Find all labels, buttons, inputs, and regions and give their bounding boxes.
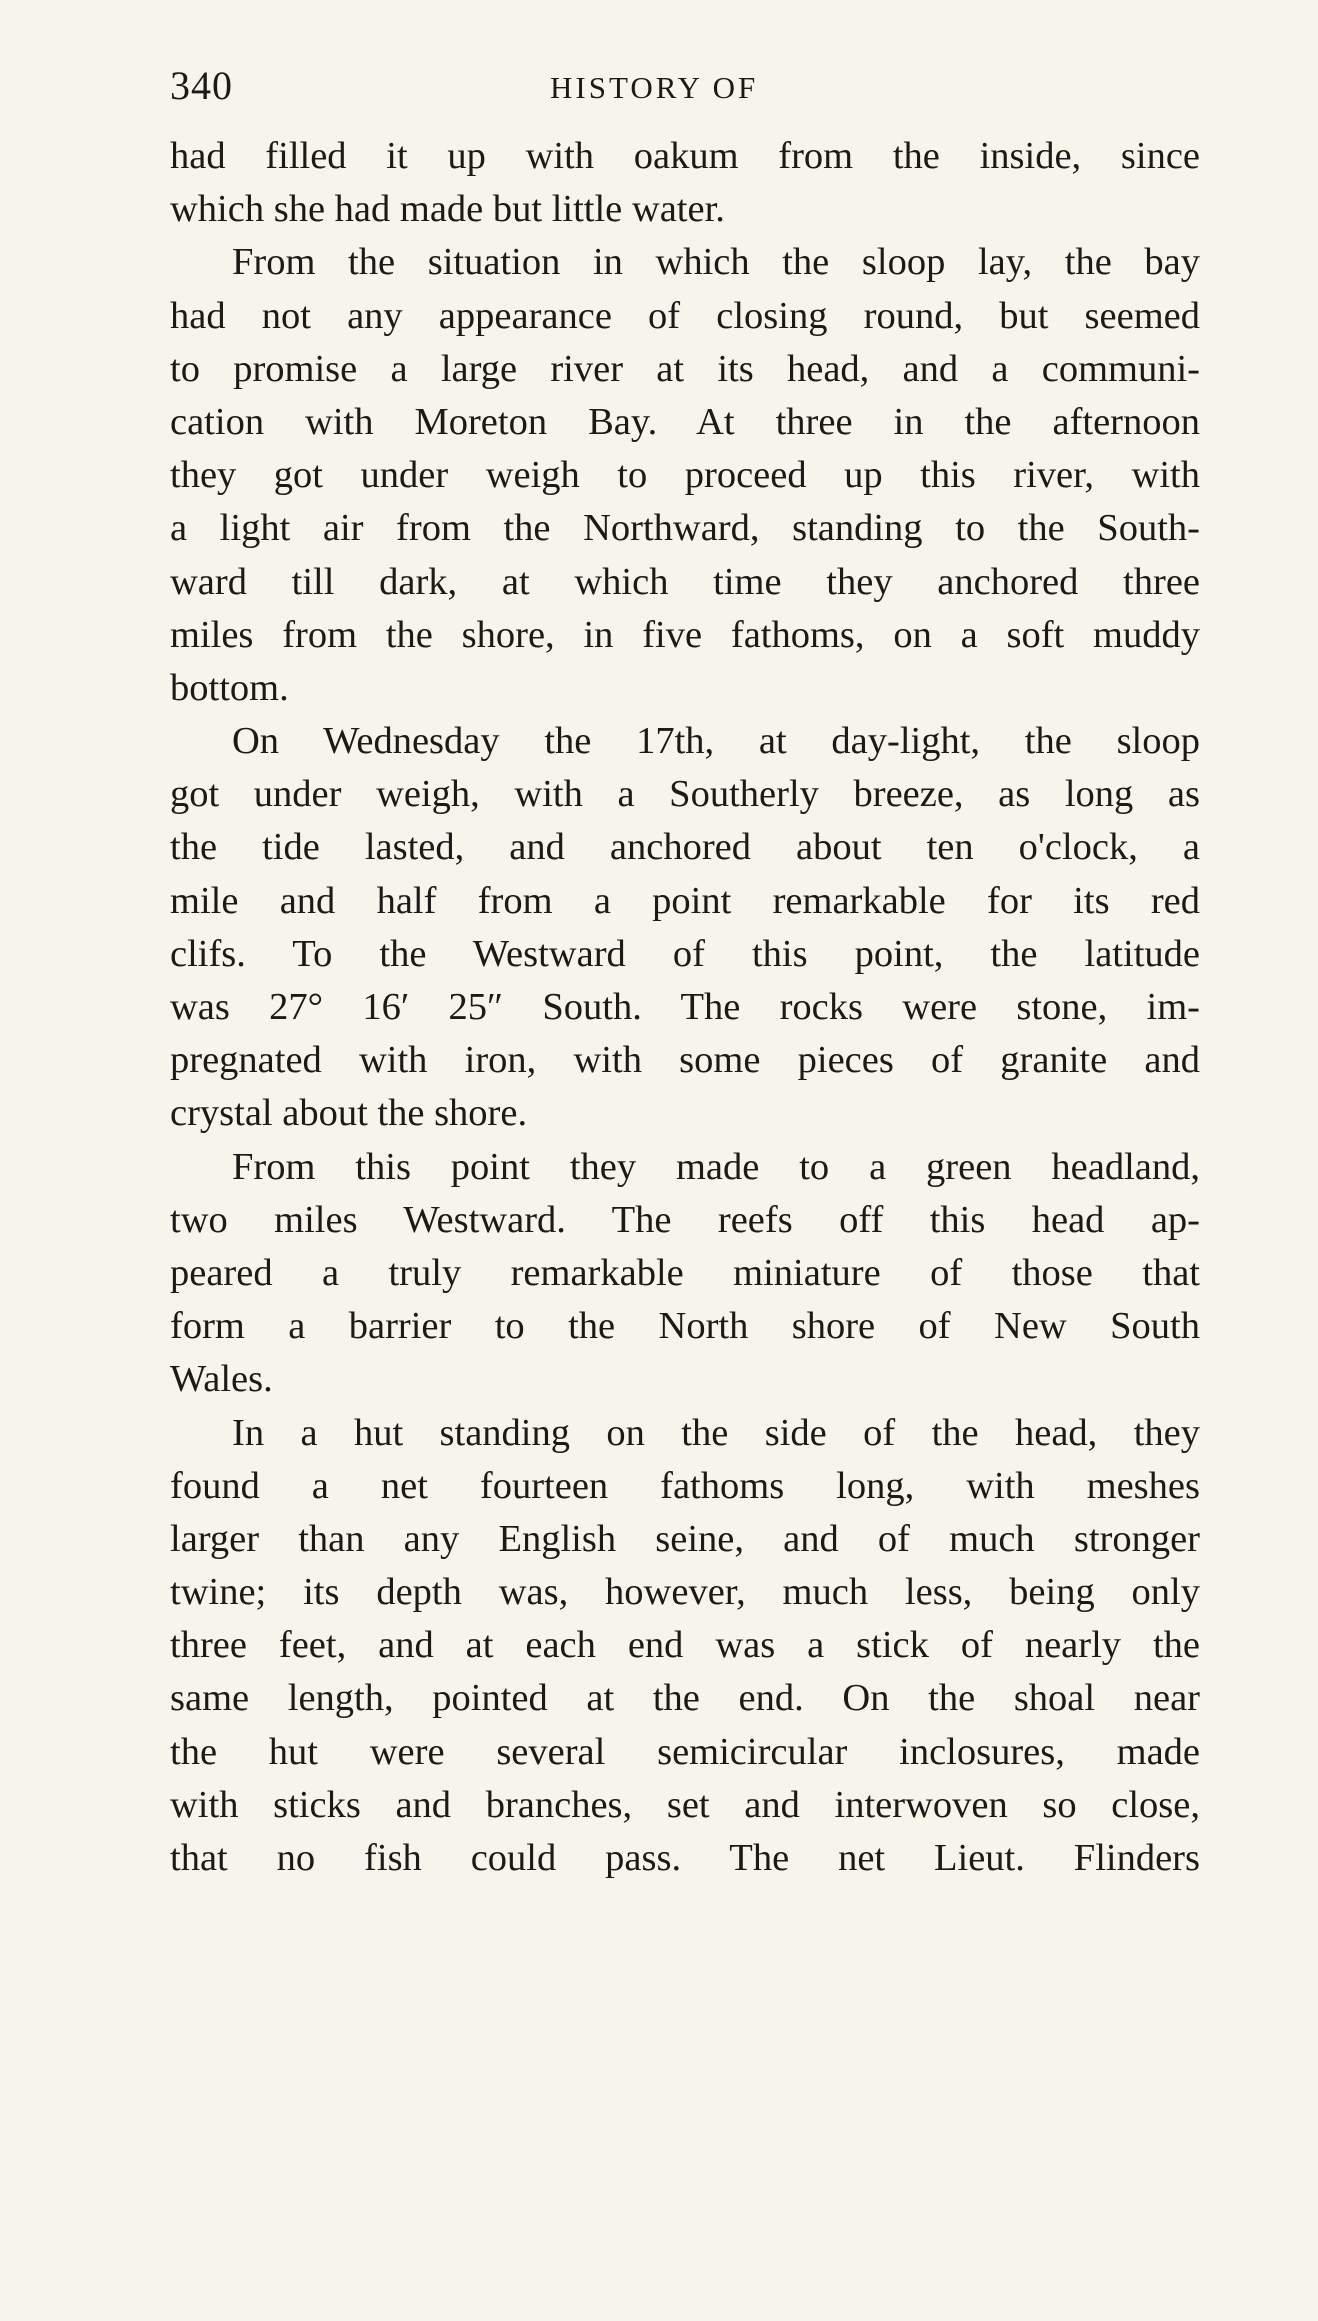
text-line: to promise a large river at its head, and a communi- bbox=[170, 347, 1200, 390]
text-line: got under weigh, with a Southerly breeze, as long as bbox=[170, 773, 1200, 816]
paragraph bbox=[170, 130, 1200, 236]
text-line: had not any appearance of closing round, but seemed bbox=[170, 294, 1200, 337]
running-head bbox=[170, 62, 1190, 122]
text-line: the tide lasted, and anchored about ten o'clock, a bbox=[170, 826, 1200, 869]
text-line: twine; its depth was, however, much less, being only bbox=[170, 1571, 1200, 1614]
text-line: clifs. To the Westward of this point, the latitude bbox=[170, 932, 1200, 975]
paragraph bbox=[170, 236, 1200, 715]
text-line: two miles Westward. The reefs off this head ap- bbox=[170, 1198, 1200, 1241]
text-line: three feet, and at each end was a stick of nearly the bbox=[170, 1624, 1200, 1667]
text-line: mile and half from a point remarkable for its red bbox=[170, 879, 1200, 922]
paragraph bbox=[170, 715, 1200, 1141]
text-line: they got under weigh to proceed up this river, with bbox=[170, 454, 1200, 497]
text-line: From the situation in which the sloop lay, the bay bbox=[232, 241, 1200, 284]
text-line: that no fish could pass. The net Lieut. Flinders bbox=[170, 1837, 1200, 1879]
text-line: On Wednesday the 17th, at day-light, the sloop bbox=[232, 720, 1200, 763]
text-line: From this point they made to a green headland, bbox=[232, 1145, 1200, 1188]
text-line: cation with Moreton Bay. At three in the afternoon bbox=[170, 400, 1200, 443]
running-title: HISTORY OF bbox=[550, 70, 759, 105]
text-line: had filled it up with oakum from the inside, since bbox=[170, 135, 1200, 177]
text-line: bottom. bbox=[170, 666, 289, 709]
text-line: peared a truly remarkable miniature of those that bbox=[170, 1251, 1200, 1294]
text-line: Wales. bbox=[170, 1358, 273, 1401]
text-line: same length, pointed at the end. On the shoal near bbox=[170, 1677, 1200, 1720]
text-line: the hut were several semicircular inclosures, made bbox=[170, 1730, 1200, 1773]
text-line: ward till dark, at which time they anchored three bbox=[170, 560, 1200, 603]
text-line: pregnated with iron, with some pieces of granite and bbox=[170, 1039, 1200, 1082]
text-line: was 27° 16′ 25″ South. The rocks were stone, im- bbox=[170, 986, 1200, 1028]
body-text bbox=[170, 130, 1200, 1885]
page-number: 340 bbox=[170, 63, 233, 108]
text-line: found a net fourteen fathoms long, with meshes bbox=[170, 1464, 1200, 1507]
text-line: In a hut standing on the side of the head, they bbox=[232, 1411, 1200, 1454]
text-line: a light air from the Northward, standing to the South- bbox=[170, 507, 1200, 550]
text-line: miles from the shore, in five fathoms, on a soft muddy bbox=[170, 613, 1200, 656]
text-line: crystal about the shore. bbox=[170, 1092, 528, 1135]
text-line: which she had made but little water. bbox=[170, 188, 725, 231]
paragraph bbox=[170, 1407, 1200, 1886]
text-line: form a barrier to the North shore of New South bbox=[170, 1305, 1200, 1348]
paragraph bbox=[170, 1141, 1200, 1407]
text-line: with sticks and branches, set and interwoven so close, bbox=[170, 1783, 1200, 1826]
text-line: larger than any English seine, and of much stronger bbox=[170, 1517, 1200, 1560]
